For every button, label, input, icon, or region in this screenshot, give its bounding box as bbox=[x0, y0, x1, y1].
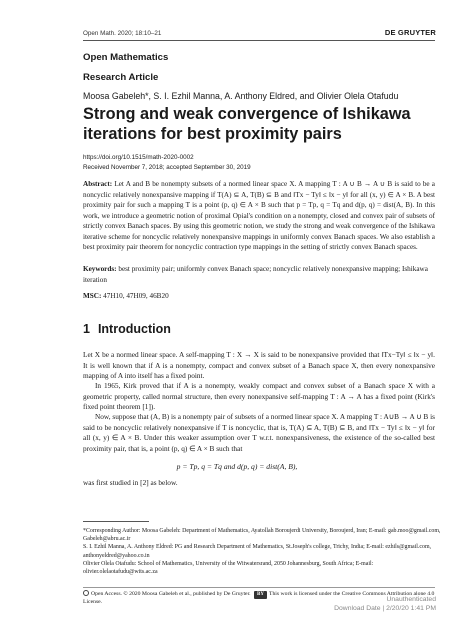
header-rule bbox=[83, 40, 435, 41]
open-access-icon bbox=[83, 590, 89, 596]
keywords bbox=[83, 264, 435, 285]
footnote-coauthors: S. I. Ezhil Manna, A. Anthony Eldred: PG and Research Department of Mathematics, St.Joseph's college, Trichy, India; E-mail: ezhils@gmail.com, anthonyeldred@yahoo.co.in bbox=[83, 544, 432, 559]
paragraph-2-text: In 1965, Kirk proved that if A is a nonempty, weakly compact and convex subset of a Banach space X with a geometric property, called normal structure, then every nonexpansive self-mapping T : A → A has a fixed point (Kirk's fixed point theorem [1]). bbox=[83, 381, 435, 412]
watermark-unauthenticated: Unauthenticated bbox=[386, 596, 436, 603]
footnote-rule bbox=[83, 521, 149, 522]
paragraph-after-equation: was first studied in [2] as below. bbox=[83, 478, 178, 487]
footnote-otafudu: Olivier Olela Otafudu: School of Mathematics, University of the Witwatersrand, 2050 Johannesburg, South Africa; E-mail: olivier.olelaotafudu@wits.ac.za bbox=[83, 560, 374, 576]
journal-name: Open Mathematics bbox=[83, 52, 169, 63]
msc-codes bbox=[83, 292, 169, 300]
running-head: Open Math. 2020; 18:10–21 bbox=[83, 30, 162, 37]
keywords-label: Keywords: bbox=[83, 265, 117, 273]
abstract-text: Let A and B be nonempty subsets of a normed linear space X. A mapping T : A ∪ B → A ∪ B is said to be a noncyclic relatively nonexpansive mapping if T(A) ⊆ A, T(B) ⊆ B and ‖Tx − Ty‖ ≤ ‖x − y‖ for all (x, y) ∈ A × B. A best proximity pair for such a mapping T is a point (p, q) ∈ A × B such that p = Tp, q = Tq and d(p, q) = dist(A, B). In this work, we introduce a geometric notion of proximal Opial's condition on a nonempty, closed and convex pair of subsets of strictly convex Banach spaces. By using this geometric notion, we study the strong and weak convergence of the Ishikawa iterative scheme for noncyclic relatively nonexpansive mappings in uniformly convex Banach spaces. We also establish a best proximity pair theorem for noncyclic contraction type mappings in the setting of strictly convex Banach spaces. bbox=[83, 180, 435, 251]
paragraph-3 bbox=[83, 412, 435, 454]
footnotes bbox=[83, 527, 443, 576]
paragraph-1: Let X be a normed linear space. A self-mapping T : X → X is said to be nonexpansive provided that ‖Tx−Ty‖ ≤ ‖x − y‖. It is well known that if A is a nonempty, compact and convex subset of a Banach space X, then every nonexpansive mapping of A into itself has a fixed point. bbox=[83, 350, 435, 381]
article-type: Research Article bbox=[83, 72, 159, 83]
license-notice bbox=[83, 590, 435, 606]
watermark-download-date: Download Date | 2/20/20 1:41 PM bbox=[334, 605, 436, 612]
abstract bbox=[83, 179, 435, 253]
section-number: 1 bbox=[83, 322, 90, 336]
license-prefix: Open Access. © 2020 Moosa Gabeleh et al., published by De Gruyter. bbox=[91, 591, 251, 597]
publisher-logo: DE GRUYTER bbox=[384, 28, 436, 37]
author-list: Moosa Gabeleh*, S. I. Ezhil Manna, A. Anthony Eldred, and Olivier Olela Otafudu bbox=[83, 91, 399, 101]
article-title: Strong and weak convergence of Ishikawa iterations for best proximity pairs bbox=[83, 105, 411, 143]
display-equation: p = Tp, q = Tq and d(p, q) = dist(A, B), bbox=[176, 462, 298, 471]
doi-link[interactable]: https://doi.org/10.1515/math-2020-0002 bbox=[83, 154, 194, 161]
keywords-text: best proximity pair; uniformly convex Banach space; noncyclic relatively nonexpansive mapping; Ishikawa iteration bbox=[83, 265, 428, 284]
paragraph-2 bbox=[83, 381, 435, 413]
msc-label: MSC: bbox=[83, 292, 102, 300]
license-suffix: This work is licensed under the Creative Commons Attribution alone 4.0 License. bbox=[83, 591, 435, 605]
footnote-corresponding-author: *Corresponding Author: Moosa Gabeleh: Department of Mathematics, Ayatollah Boroujerdi University, Boroujerd, Iran; E-mail: gab.moo@gmail.com, Gabeleh@abru.ac.ir bbox=[83, 528, 441, 543]
section-heading bbox=[83, 322, 171, 336]
received-accepted-dates: Received November 7, 2018; accepted September 30, 2019 bbox=[83, 164, 251, 171]
paragraph-3-text: Now, suppose that (A, B) is a nonempty pair of subsets of a normed linear space X. A mapping T : A∪B → A ∪ B is said to be noncyclic relatively nonexpansive if T is noncyclic, that is, T(A) ⊆ A, T(B) ⊆ B, and ‖Tx − Ty‖ ≤ ‖x − y‖ for all (x, y) ∈ A × B. Under this weaker assumption over T w.r.t. nonexpansiveness, the existence of the so-called best proximity pair, that is, a point (p, q) ∈ A × B such that bbox=[83, 412, 435, 453]
section-title: Introduction bbox=[97, 322, 171, 336]
bottom-rule bbox=[83, 587, 435, 588]
msc-text: 47H10, 47H09, 46B20 bbox=[103, 292, 169, 300]
abstract-label: Abstract: bbox=[83, 180, 113, 188]
cc-by-badge-icon: BY bbox=[254, 591, 267, 599]
